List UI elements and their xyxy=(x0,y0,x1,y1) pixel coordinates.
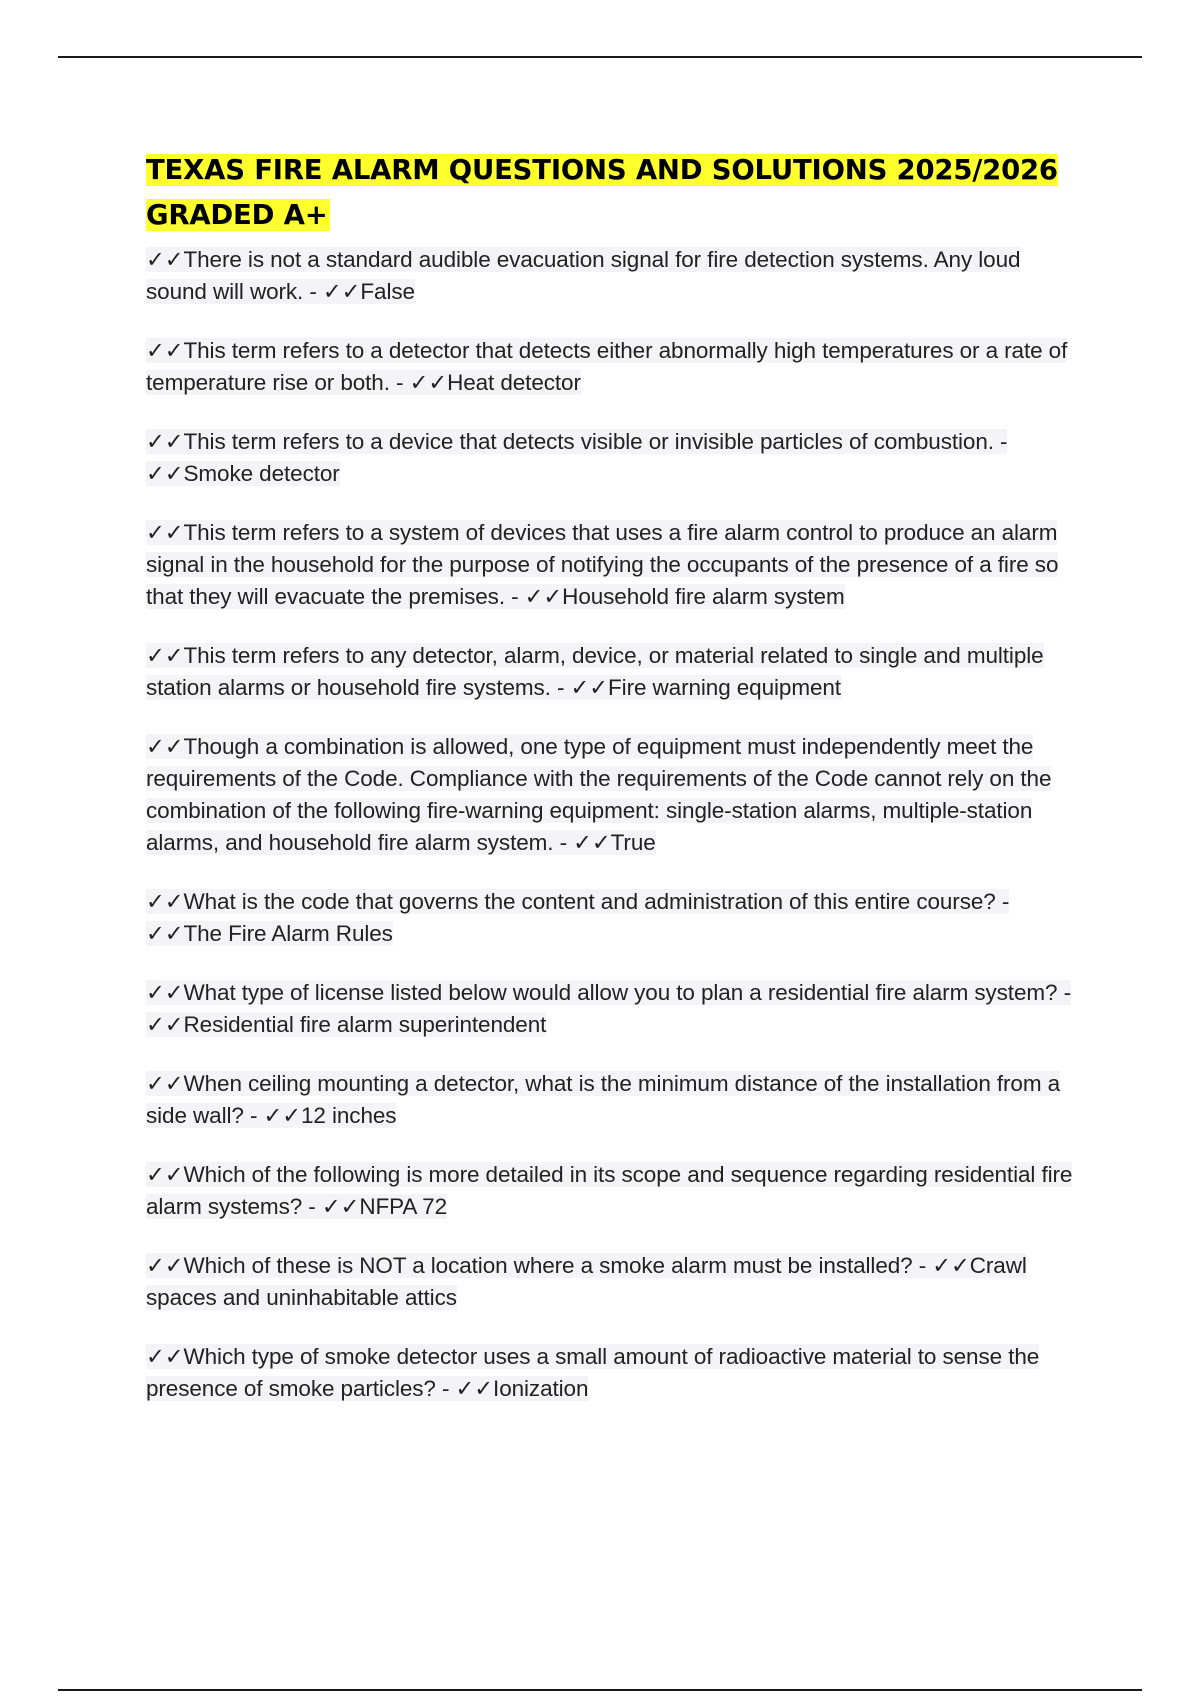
qa-text: ✓✓What type of license listed below would allow you to plan a residential fire alarm system? - ✓✓Residential fire alarm superintendent xyxy=(146,980,1071,1037)
qa-item xyxy=(146,1341,1086,1405)
qa-item xyxy=(146,731,1086,859)
qa-text: ✓✓Though a combination is allowed, one type of equipment must independently meet the requirements of the Code. Compliance with the requirements of the Code cannot rely on the combination of the following fire-warning equipment: single-station alarms, multiple-station alarms, and household fire alarm system. - ✓✓True xyxy=(146,734,1052,855)
qa-item xyxy=(146,640,1086,704)
qa-text: ✓✓This term refers to a system of devices that uses a fire alarm control to produce an alarm signal in the household for the purpose of notifying the occupants of the presence of a fire so that they will evacuate the premises. - ✓✓Household fire alarm system xyxy=(146,520,1059,609)
qa-text: ✓✓This term refers to a detector that detects either abnormally high temperatures or a rate of temperature rise or both. - ✓✓Heat detector xyxy=(146,338,1068,395)
qa-item xyxy=(146,335,1086,399)
qa-text: ✓✓Which of the following is more detailed in its scope and sequence regarding residential fire alarm systems? - ✓✓NFPA 72 xyxy=(146,1162,1073,1219)
qa-text: ✓✓Which type of smoke detector uses a small amount of radioactive material to sense the presence of smoke particles? - ✓✓Ionization xyxy=(146,1344,1040,1401)
qa-item xyxy=(146,1068,1086,1132)
qa-item xyxy=(146,977,1086,1041)
qa-item xyxy=(146,244,1086,308)
qa-text: ✓✓This term refers to a device that detects visible or invisible particles of combustion. - ✓✓Smoke detector xyxy=(146,429,1008,486)
qa-item xyxy=(146,517,1086,613)
qa-text: ✓✓What is the code that governs the content and administration of this entire course? - ✓✓The Fire Alarm Rules xyxy=(146,889,1010,946)
title-highlight: TEXAS FIRE ALARM QUESTIONS AND SOLUTIONS 2025/2026 GRADED A+ xyxy=(146,154,1058,231)
qa-item xyxy=(146,886,1086,950)
qa-list xyxy=(146,244,1086,1405)
document-title xyxy=(146,148,1086,238)
bottom-rule xyxy=(58,1689,1142,1691)
qa-item xyxy=(146,426,1086,490)
qa-text: ✓✓Which of these is NOT a location where a smoke alarm must be installed? - ✓✓Crawl spaces and uninhabitable attics xyxy=(146,1253,1027,1310)
qa-text: ✓✓This term refers to any detector, alarm, device, or material related to single and multiple station alarms or household fire systems. - ✓✓Fire warning equipment xyxy=(146,643,1044,700)
top-rule xyxy=(58,56,1142,58)
document-body xyxy=(146,148,1086,1432)
qa-item xyxy=(146,1250,1086,1314)
qa-text: ✓✓There is not a standard audible evacuation signal for fire detection systems. Any loud sound will work. - ✓✓False xyxy=(146,247,1021,304)
qa-item xyxy=(146,1159,1086,1223)
qa-text: ✓✓When ceiling mounting a detector, what is the minimum distance of the installation from a side wall? - ✓✓12 inches xyxy=(146,1071,1061,1128)
